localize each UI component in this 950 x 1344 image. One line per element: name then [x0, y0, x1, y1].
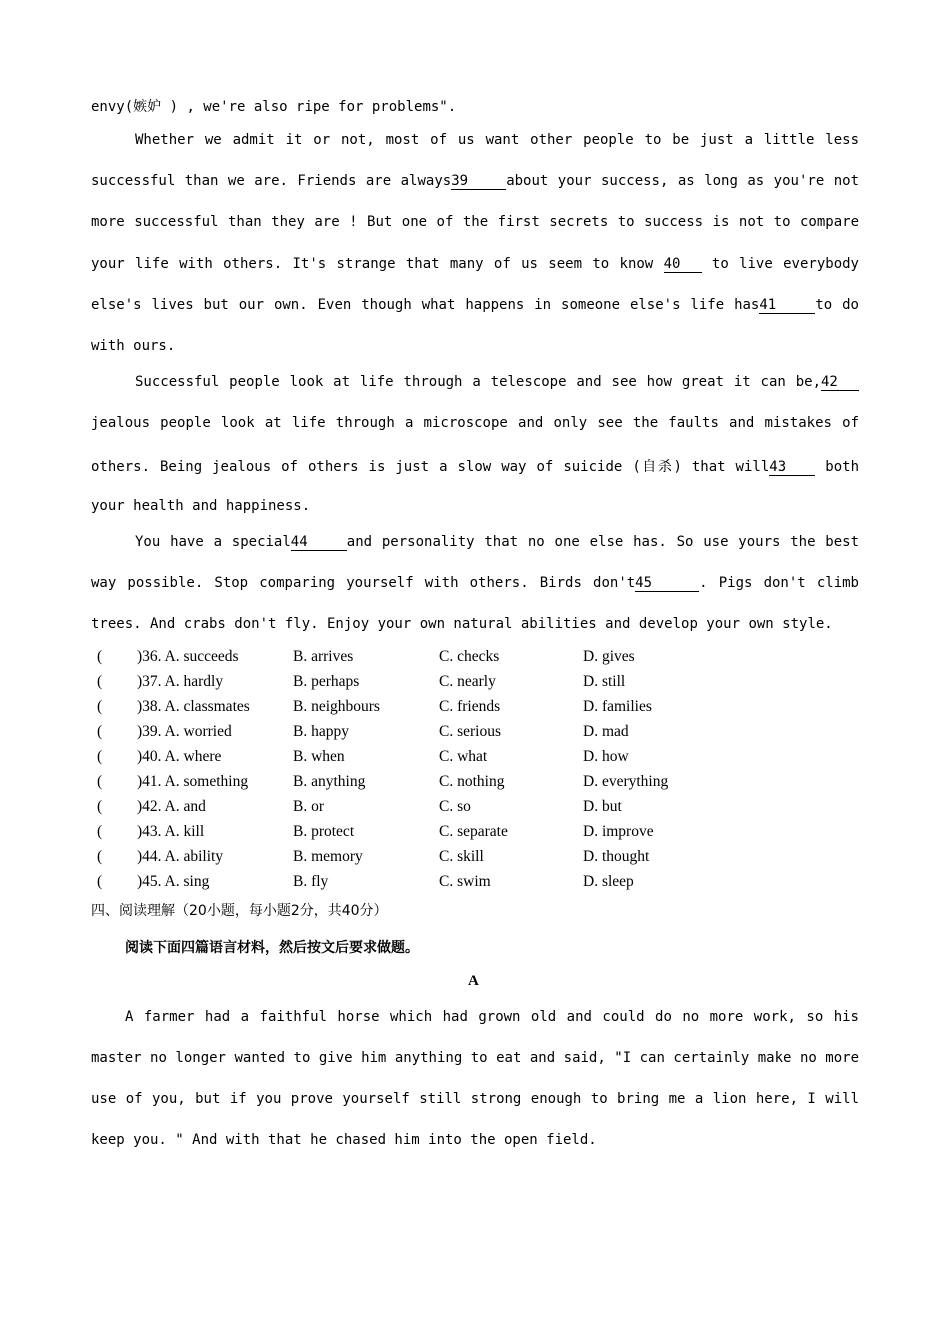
option-a[interactable]: )45. A. sing	[137, 873, 210, 890]
answer-paren[interactable]: (	[97, 848, 103, 865]
passage-line: envy(嫉妒 ) , we're also ripe for problems".	[91, 99, 457, 115]
passage-label: A	[468, 973, 479, 989]
option-b[interactable]: B. perhaps	[293, 673, 360, 690]
option-b[interactable]: B. happy	[293, 723, 349, 740]
passage-a-line: A farmer had a faithful horse which had grown old and could do no more work, so his	[125, 1009, 859, 1025]
option-a[interactable]: )43. A. kill	[137, 823, 205, 840]
passage-a-line: use of you, but if you prove yourself still strong enough to bring me a lion here, I will	[91, 1091, 859, 1107]
option-d[interactable]: D. families	[583, 698, 652, 715]
answer-paren[interactable]: (	[97, 823, 103, 840]
option-c[interactable]: C. friends	[439, 698, 501, 715]
passage-line: more successful than they are ! But one of the first secrets to success is not to compare	[91, 214, 859, 230]
option-a[interactable]: )44. A. ability	[137, 848, 224, 865]
option-c[interactable]: C. checks	[439, 648, 500, 665]
option-a[interactable]: )40. A. where	[137, 748, 222, 765]
option-c[interactable]: C. separate	[439, 823, 508, 840]
option-d[interactable]: D. how	[583, 748, 629, 765]
passage-line: way possible. Stop comparing yourself with others. Birds don't45 . Pigs don't climb	[91, 575, 859, 591]
chinese-gloss: 嫉妒	[133, 99, 162, 115]
blank-39[interactable]: 39	[451, 174, 506, 190]
option-c[interactable]: C. swim	[439, 873, 491, 890]
answer-paren[interactable]: (	[97, 873, 103, 890]
answer-paren[interactable]: (	[97, 673, 103, 690]
passage-line: with ours.	[91, 338, 176, 354]
option-d[interactable]: D. improve	[583, 823, 654, 840]
answer-paren[interactable]: (	[97, 698, 103, 715]
answer-paren[interactable]: (	[97, 723, 103, 740]
option-a[interactable]: )42. A. and	[137, 798, 206, 815]
option-b[interactable]: B. protect	[293, 823, 355, 840]
option-b[interactable]: B. neighbours	[293, 698, 380, 715]
option-d[interactable]: D. still	[583, 673, 626, 690]
option-d[interactable]: D. mad	[583, 723, 629, 740]
option-d[interactable]: D. sleep	[583, 873, 634, 890]
option-b[interactable]: B. or	[293, 798, 324, 815]
passage-line: others. Being jealous of others is just a slow way of suicide (自杀) that will43 both	[91, 459, 859, 475]
blank-41[interactable]: 41	[759, 298, 815, 314]
passage-line: successful than we are. Friends are always39 about your success, as long as you're not	[91, 173, 859, 189]
passage-line: You have a special44 and personality that no one else has. So use yours the best	[135, 534, 860, 550]
passage-line: jealous people look at life through a microscope and only see the faults and mistakes of	[91, 415, 859, 431]
blank-43[interactable]: 43	[769, 460, 815, 476]
option-a[interactable]: )36. A. succeeds	[137, 648, 239, 665]
section-instruction: 阅读下面四篇语言材料，然后按文后要求做题。	[125, 940, 419, 956]
passage-line: your health and happiness.	[91, 498, 311, 514]
option-c[interactable]: C. nearly	[439, 673, 496, 690]
passage-line: trees. And crabs don't fly. Enjoy your own natural abilities and develop your own style.	[91, 616, 833, 632]
answer-paren[interactable]: (	[97, 748, 103, 765]
passage-a-line: master no longer wanted to give him anything to eat and said, "I can certainly make no more	[91, 1050, 859, 1066]
answer-paren[interactable]: (	[97, 798, 103, 815]
blank-45[interactable]: 45	[635, 576, 699, 592]
option-c[interactable]: C. what	[439, 748, 488, 765]
passage-line: your life with others. It's strange that many of us seem to know 40 to live everybody	[91, 256, 859, 272]
option-b[interactable]: B. when	[293, 748, 345, 765]
answer-paren[interactable]: (	[97, 648, 103, 665]
blank-40[interactable]: 40	[664, 257, 702, 273]
option-a[interactable]: )39. A. worried	[137, 723, 232, 740]
option-c[interactable]: C. skill	[439, 848, 484, 865]
option-d[interactable]: D. gives	[583, 648, 635, 665]
option-b[interactable]: B. fly	[293, 873, 329, 890]
section-title: 四、阅读理解（20小题，每小题2分，共40分）	[91, 903, 388, 919]
option-b[interactable]: B. anything	[293, 773, 366, 790]
answer-paren[interactable]: (	[97, 773, 103, 790]
passage-line: Successful people look at life through a telescope and see how great it can be,42	[135, 374, 859, 391]
passage-line: Whether we admit it or not, most of us want other people to be just a little less	[135, 132, 859, 148]
option-d[interactable]: D. thought	[583, 848, 650, 865]
option-c[interactable]: C. serious	[439, 723, 501, 740]
option-b[interactable]: B. arrives	[293, 648, 354, 665]
option-d[interactable]: D. everything	[583, 773, 669, 790]
option-c[interactable]: C. nothing	[439, 773, 505, 790]
option-c[interactable]: C. so	[439, 798, 471, 815]
blank-44[interactable]: 44	[291, 535, 347, 551]
option-a[interactable]: )41. A. something	[137, 773, 249, 790]
option-a[interactable]: )37. A. hardly	[137, 673, 224, 690]
option-d[interactable]: D. but	[583, 798, 622, 815]
passage-line: else's lives but our own. Even though what happens in someone else's life has41 to do	[91, 297, 859, 313]
option-a[interactable]: )38. A. classmates	[137, 698, 250, 715]
blank-42[interactable]: 42	[821, 375, 859, 391]
chinese-gloss: 自杀	[640, 459, 674, 475]
option-b[interactable]: B. memory	[293, 848, 363, 865]
passage-a-line: keep you. " And with that he chased him into the open field.	[91, 1132, 597, 1148]
